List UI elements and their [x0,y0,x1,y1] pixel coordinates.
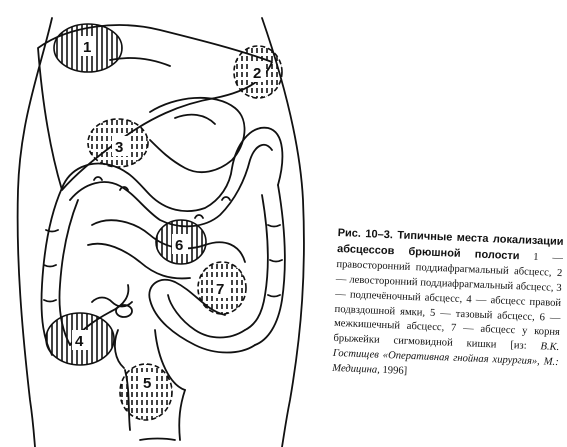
abscess-4-label: 4 [75,333,84,350]
caption-body: 1 — правосторонний поддиафрагмальный абсцесс, 2 — левосторонний поддиафрагмальный абсцесс, 3 — подпечёночный абсцесс, 4 — абсцесс правой подвздошной ямки, 5 — тазовый абсцесс, 6 — межкишечный абсцесс, 7 — абсцесс у корня брыжейки сигмовидной кишки [из: [333,251,564,353]
abscess-6-label: 6 [175,237,184,254]
abscess-7-label: 7 [216,281,225,298]
abscess-3-label: 3 [115,139,124,156]
caption-year: , 1996] [376,364,408,378]
abscess-1-label: 1 [83,39,92,56]
abscess-2-label: 2 [253,65,262,82]
stomach-outline [150,98,245,172]
descending-colon [255,185,285,345]
caption-source: В.К. Гостищев «Оперативная гнойная хирургия», М.: Медицина [332,341,560,376]
body-outline-left [18,18,52,447]
caption-title: Рис. 10–3. Типичные места локализации абсцессов брюшной полости [336,226,564,263]
abscess-5-label: 5 [143,375,152,392]
figure-caption [332,226,564,386]
